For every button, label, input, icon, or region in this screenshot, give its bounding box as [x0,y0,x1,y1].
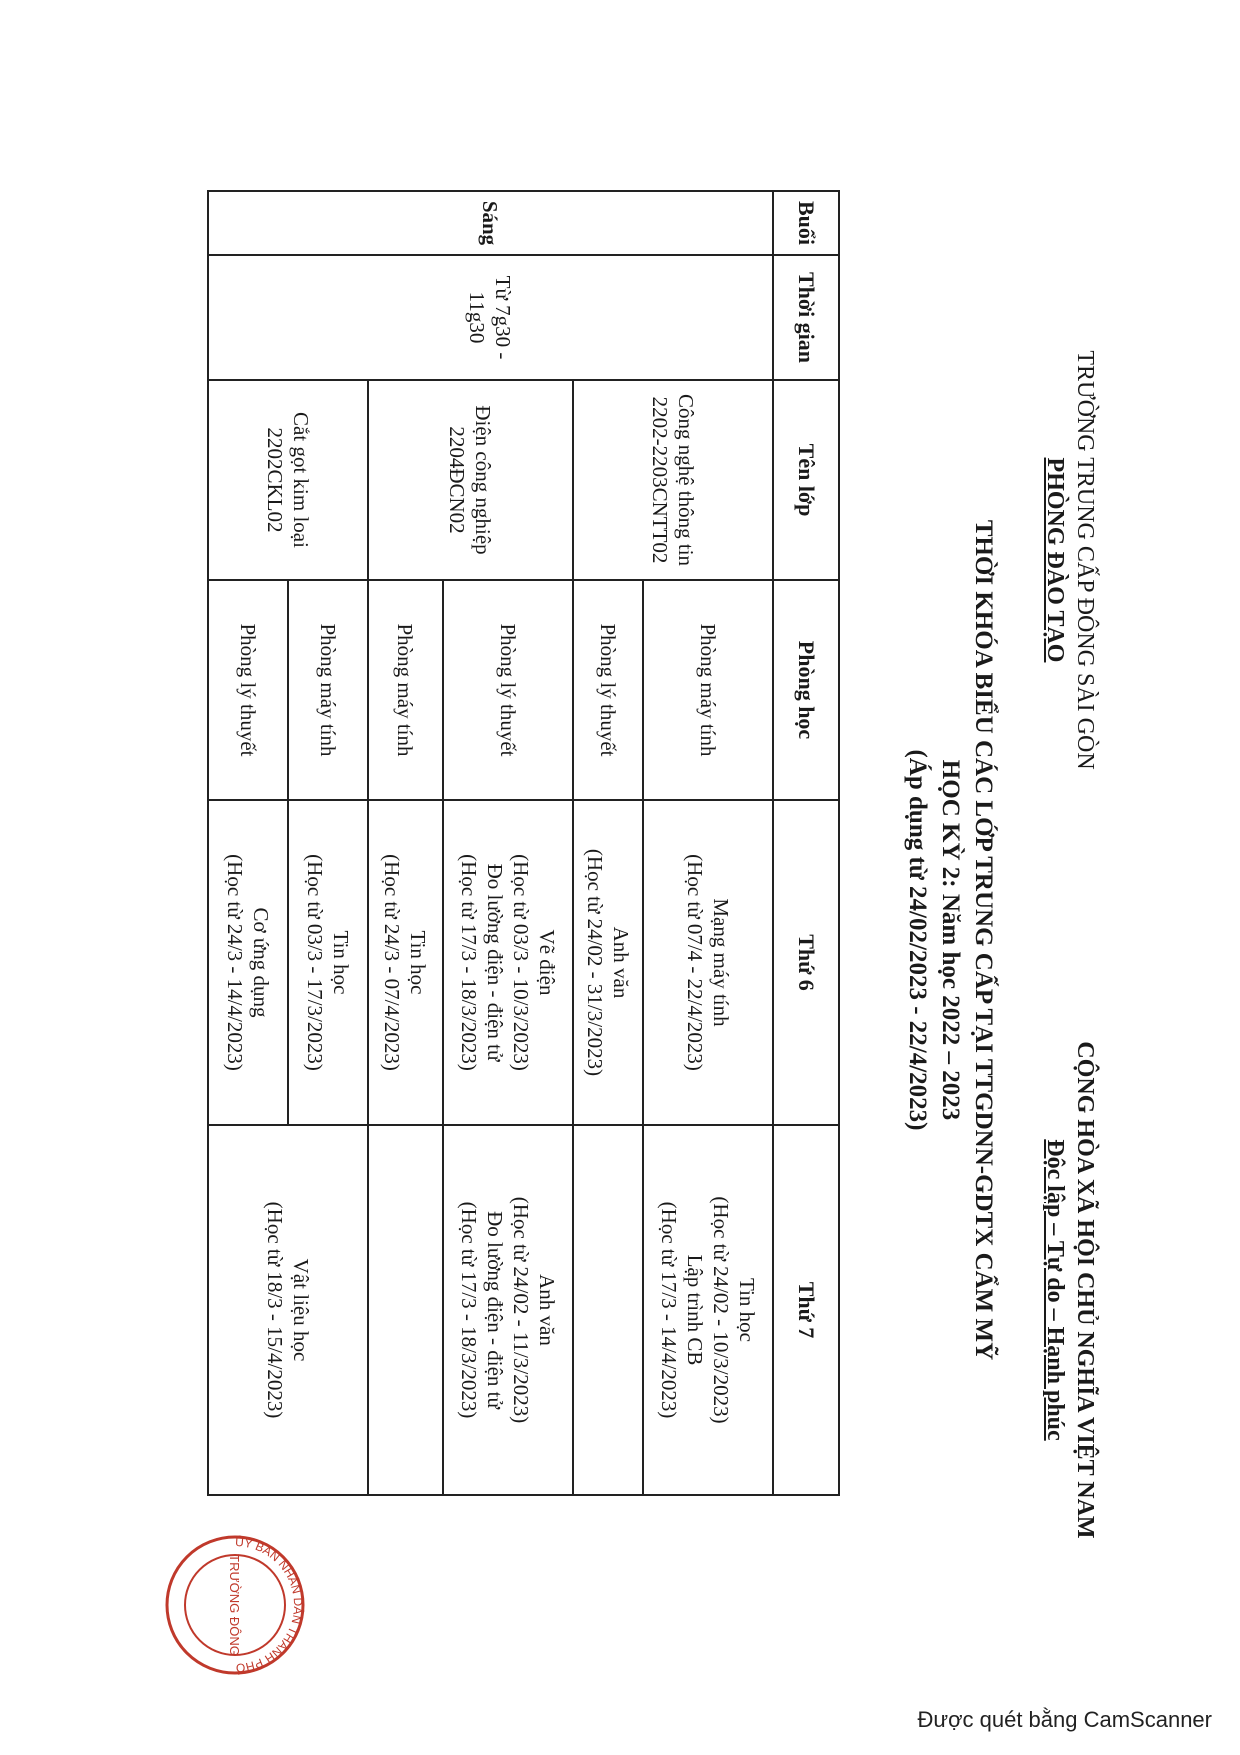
table-row [643,191,773,1495]
class-name: Cắt gọt kim loại [289,412,313,548]
room-cell: Phòng lý thuyết [208,580,288,800]
subject-dates: (Học từ 17/3 - 18/3/2023) [457,1201,481,1419]
subject-dates: (Học từ 24/02 - 11/3/2023) [509,1196,533,1424]
subject-dates: (Học từ 24/02 - 31/3/2023) [583,848,607,1077]
room-cell: Phòng lý thuyết [443,580,573,800]
friday-cell [208,800,288,1125]
subject-dates: (Học từ 24/02 - 10/3/2023) [709,1196,733,1424]
title-line-1: THỜI KHÓA BIỂU CÁC LỚP TRUNG CẤP TẠI TTGDNN-GDTX CẨM MỸ [970,519,997,1361]
room-cell: Phòng máy tính [643,580,773,800]
scanner-footer: Được quét bằng CamScanner [917,1707,1212,1732]
header-row [773,191,839,1495]
document-title [901,340,1000,1540]
subject: Đo lường điện - điện tử [483,863,507,1062]
class-cell [368,380,573,580]
friday-cell [443,800,573,1125]
subject-dates: (Học từ 03/3 - 10/3/2023) [509,854,533,1071]
room-cell: Phòng máy tính [368,580,443,800]
class-name: Công nghệ thông tin [674,393,698,567]
room-cell: Phòng máy tính [288,580,368,800]
subject-dates: (Học từ 17/3 - 18/3/2023) [457,854,481,1071]
col-saturday: Thứ 7 [773,1125,839,1495]
saturday-cell [643,1125,773,1495]
class-name: Điện công nghiệp [471,405,496,555]
school-name: TRƯỜNG TRUNG CẤP ĐÔNG SÀI GÒN [1072,350,1098,770]
friday-cell [368,800,443,1125]
class-cell [208,380,368,580]
country-name: CỘNG HÒA XÃ HỘI CHỦ NGHĨA VIỆT NAM [1072,1041,1098,1539]
timetable [207,190,840,1496]
table-row [288,191,368,1495]
title-line-3: (Áp dụng từ 24/02/2023 - 22/4/2023) [904,749,931,1131]
subject: Đo lường điện - điện tử [483,1211,507,1409]
col-class: Tên lớp [773,380,839,580]
col-time: Thời gian [773,255,839,380]
class-code: 2202CKL02 [263,427,287,533]
col-friday: Thứ 6 [773,800,839,1125]
time-cell: Từ 7g30 - 11g30 [208,255,773,380]
class-code: 2202-2203CNTT02 [648,396,672,564]
seal-text: ỦY BAN NHÂN DÂN THÀNH PHỐ [234,1534,306,1676]
subject: Vẽ điện [535,929,559,996]
subject: Tin học [329,930,353,995]
saturday-cell [443,1125,573,1495]
subject: Tin học [406,930,431,995]
subject: Mạng máy tính [709,898,733,1027]
col-room: Phòng học [773,580,839,800]
subject: Anh văn [535,1274,559,1346]
department-name: PHÒNG ĐÀO TẠO [1042,457,1068,663]
subject-dates: (Học từ 03/3 - 17/3/2023) [303,854,327,1071]
subject-dates: (Học từ 18/3 - 15/4/2023) [263,1201,287,1419]
svg-text:TRƯỜNG ĐÔNG: TRƯỜNG ĐÔNG [227,1554,242,1656]
rotated-document [110,190,1110,1690]
school-header [1040,280,1100,840]
friday-cell [288,800,368,1125]
subject: Cơ ứng dụng [249,907,273,1018]
subject: Vật liệu học [289,1258,313,1362]
class-cell [573,380,773,580]
subject: Tin học [735,1278,759,1342]
subject-dates: (Học từ 24/3 - 07/4/2023) [380,854,405,1071]
motto: Độc lập – Tự do – Hạnh phúc [1042,1139,1068,1441]
col-session: Buổi [773,191,839,255]
saturday-cell [573,1125,643,1495]
room-cell: Phòng lý thuyết [573,580,643,800]
saturday-cell [208,1125,368,1495]
subject-dates: (Học từ 07/4 - 22/4/2023) [683,854,707,1071]
saturday-cell [368,1125,443,1495]
table-row [443,191,573,1495]
friday-cell [573,800,643,1125]
subject-dates: (Học từ 24/3 - 14/4/2023) [223,854,247,1071]
national-header [1040,970,1100,1610]
subject-dates: (Học từ 17/3 - 14/4/2023) [657,1201,681,1419]
subject: Anh văn [609,926,633,999]
official-seal [160,1530,310,1680]
friday-cell [643,800,773,1125]
title-line-2: HỌC KỲ 2: Năm học 2022 – 2023 [937,759,964,1121]
subject: Lập trình CB [683,1254,707,1366]
session-cell: Sáng [208,191,773,255]
class-code: 2204ĐCN02 [445,426,470,534]
